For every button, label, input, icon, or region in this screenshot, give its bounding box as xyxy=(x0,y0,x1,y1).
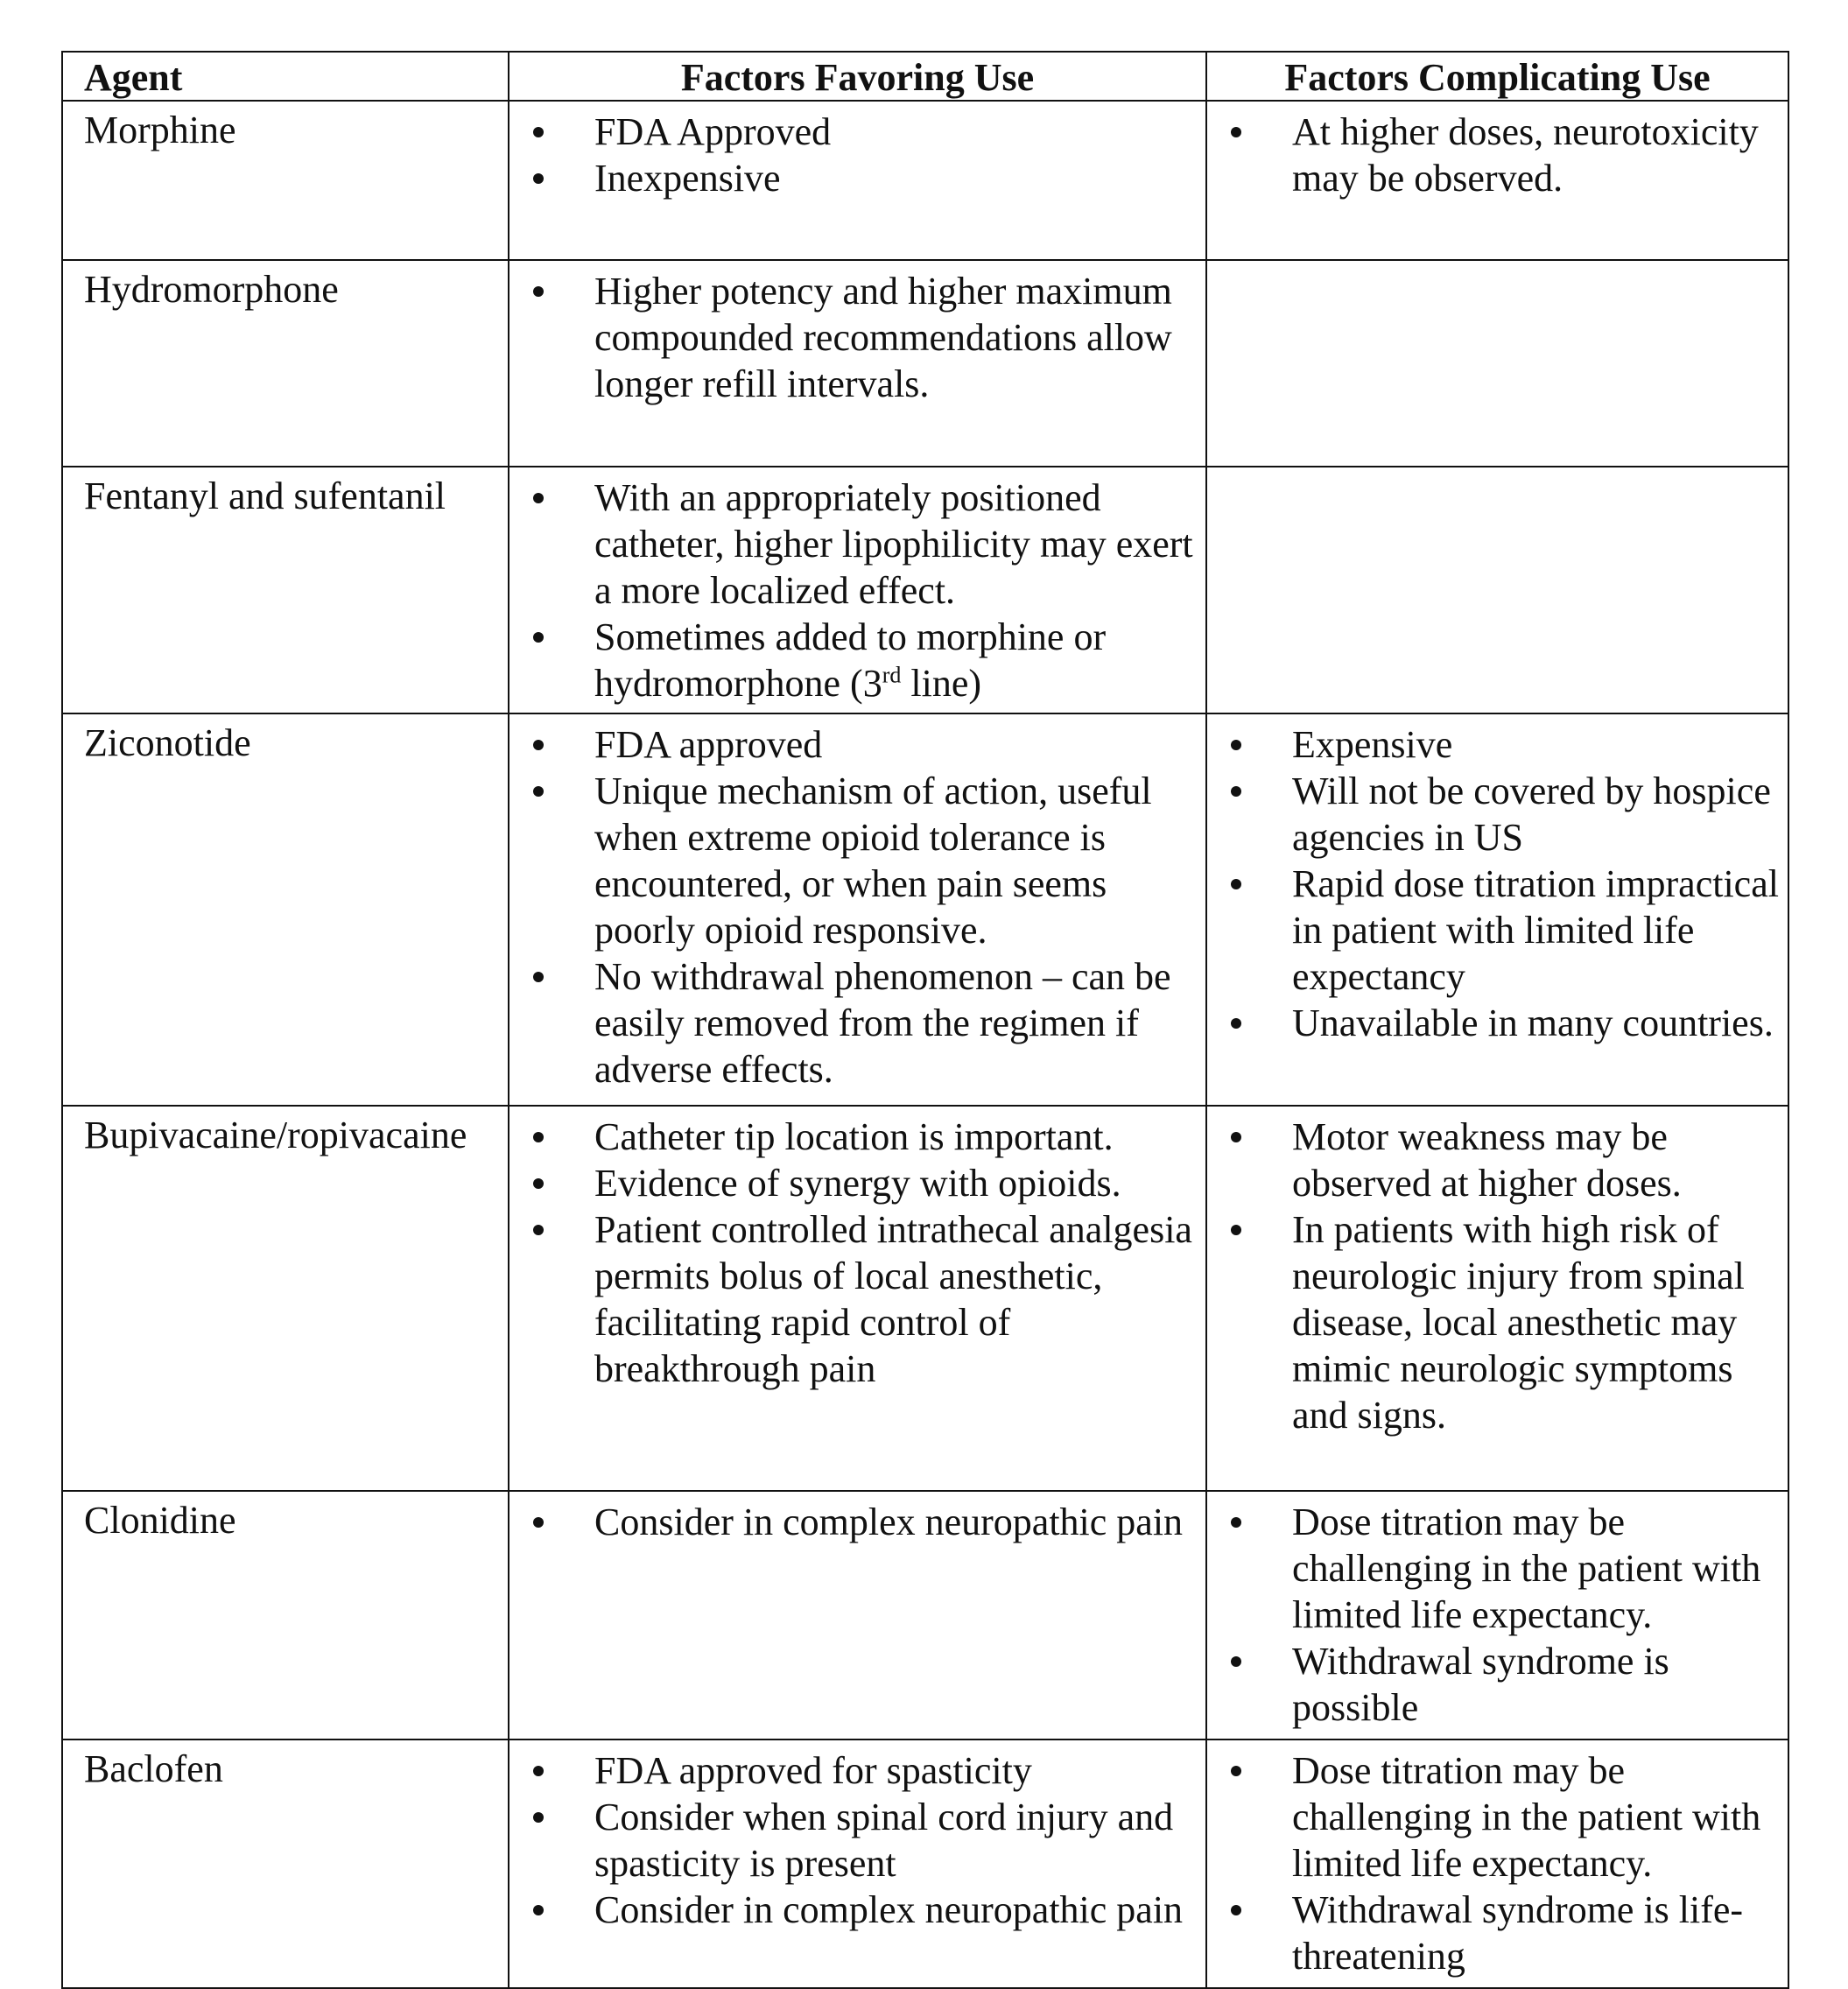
complicating-list xyxy=(1207,1114,1782,1438)
agent-cell: Fentanyl and sufentanil xyxy=(62,467,509,713)
list-item: Consider when spinal cord injury and spasticity is present xyxy=(509,1794,1200,1887)
table-row xyxy=(62,467,1788,713)
favoring-list xyxy=(509,109,1200,201)
favoring-list xyxy=(509,1747,1200,1933)
agent-cell: Morphine xyxy=(62,101,509,260)
favoring-cell xyxy=(509,1739,1206,1988)
favoring-cell xyxy=(509,260,1206,467)
table-row xyxy=(62,1491,1788,1739)
table-row xyxy=(62,260,1788,467)
list-item: Inexpensive xyxy=(509,155,1200,201)
favoring-list xyxy=(509,721,1200,1093)
list-item: Withdrawal syndrome is life-threatening xyxy=(1207,1887,1782,1979)
list-item: FDA Approved xyxy=(509,109,1200,155)
complicating-cell xyxy=(1206,1491,1788,1739)
superscript-ordinal: rd xyxy=(882,662,902,688)
list-item: Will not be covered by hospice agencies in US xyxy=(1207,768,1782,861)
intrathecal-agents-table xyxy=(61,51,1789,1989)
list-item: Catheter tip location is important. xyxy=(509,1114,1200,1160)
table-row xyxy=(62,101,1788,260)
complicating-list xyxy=(1207,1747,1782,1979)
list-item: Patient controlled intrathecal analgesia permits bolus of local anesthetic, facilitating rapid control of breakthrough pain xyxy=(509,1206,1200,1392)
list-item: Dose titration may be challenging in the patient with limited life expectancy. xyxy=(1207,1747,1782,1887)
table-row xyxy=(62,1106,1788,1491)
complicating-cell xyxy=(1206,101,1788,260)
header-factors-complicating-use: Factors Complicating Use xyxy=(1206,52,1788,101)
table-container xyxy=(61,51,1788,1989)
favoring-cell xyxy=(509,713,1206,1106)
favoring-cell xyxy=(509,1106,1206,1491)
favoring-list xyxy=(509,268,1200,407)
complicating-cell xyxy=(1206,1739,1788,1988)
header-factors-favoring-use: Factors Favoring Use xyxy=(509,52,1206,101)
table-row xyxy=(62,713,1788,1106)
list-item-text: Sometimes added to morphine or hydromorphone (3 xyxy=(594,615,1107,705)
list-item: At higher doses, neurotoxicity may be observed. xyxy=(1207,109,1782,201)
agent-cell: Clonidine xyxy=(62,1491,509,1739)
agent-cell: Hydromorphone xyxy=(62,260,509,467)
list-item: Consider in complex neuropathic pain xyxy=(509,1499,1200,1545)
list-item: With an appropriately positioned catheter, higher lipophilicity may exert a more localized effect. xyxy=(509,474,1200,614)
list-item: Unavailable in many countries. xyxy=(1207,1000,1782,1046)
favoring-cell xyxy=(509,101,1206,260)
favoring-list xyxy=(509,474,1200,706)
favoring-cell xyxy=(509,467,1206,713)
list-item: Rapid dose titration impractical in patient with limited life expectancy xyxy=(1207,861,1782,1000)
complicating-list xyxy=(1207,721,1782,1046)
header-agent: Agent xyxy=(62,52,509,101)
complicating-list xyxy=(1207,1499,1782,1731)
list-item: Motor weakness may be observed at higher doses. xyxy=(1207,1114,1782,1206)
complicating-cell xyxy=(1206,713,1788,1106)
complicating-cell xyxy=(1206,467,1788,713)
favoring-list xyxy=(509,1499,1200,1545)
list-item: Evidence of synergy with opioids. xyxy=(509,1160,1200,1206)
list-item: Withdrawal syndrome is possible xyxy=(1207,1638,1782,1731)
complicating-list xyxy=(1207,109,1782,201)
list-item-tail: line) xyxy=(901,662,982,705)
list-item: Unique mechanism of action, useful when extreme opioid tolerance is encountered, or when pain seems poorly opioid responsive. xyxy=(509,768,1200,953)
list-item: FDA approved for spasticity xyxy=(509,1747,1200,1794)
list-item: Higher potency and higher maximum compounded recommendations allow longer refill intervals. xyxy=(509,268,1200,407)
list-item: Expensive xyxy=(1207,721,1782,768)
agent-cell: Baclofen xyxy=(62,1739,509,1988)
header-row xyxy=(62,52,1788,101)
list-item: Dose titration may be challenging in the patient with limited life expectancy. xyxy=(1207,1499,1782,1638)
list-item xyxy=(509,614,1200,706)
favoring-list xyxy=(509,1114,1200,1392)
favoring-cell xyxy=(509,1491,1206,1739)
list-item: Consider in complex neuropathic pain xyxy=(509,1887,1200,1933)
complicating-cell xyxy=(1206,1106,1788,1491)
complicating-cell xyxy=(1206,260,1788,467)
agent-cell: Bupivacaine/ropivacaine xyxy=(62,1106,509,1491)
list-item: No withdrawal phenomenon – can be easily removed from the regimen if adverse effects. xyxy=(509,953,1200,1093)
list-item: FDA approved xyxy=(509,721,1200,768)
list-item: In patients with high risk of neurologic injury from spinal disease, local anesthetic may mimic neurologic symptoms and signs. xyxy=(1207,1206,1782,1438)
agent-cell: Ziconotide xyxy=(62,713,509,1106)
table-row xyxy=(62,1739,1788,1988)
